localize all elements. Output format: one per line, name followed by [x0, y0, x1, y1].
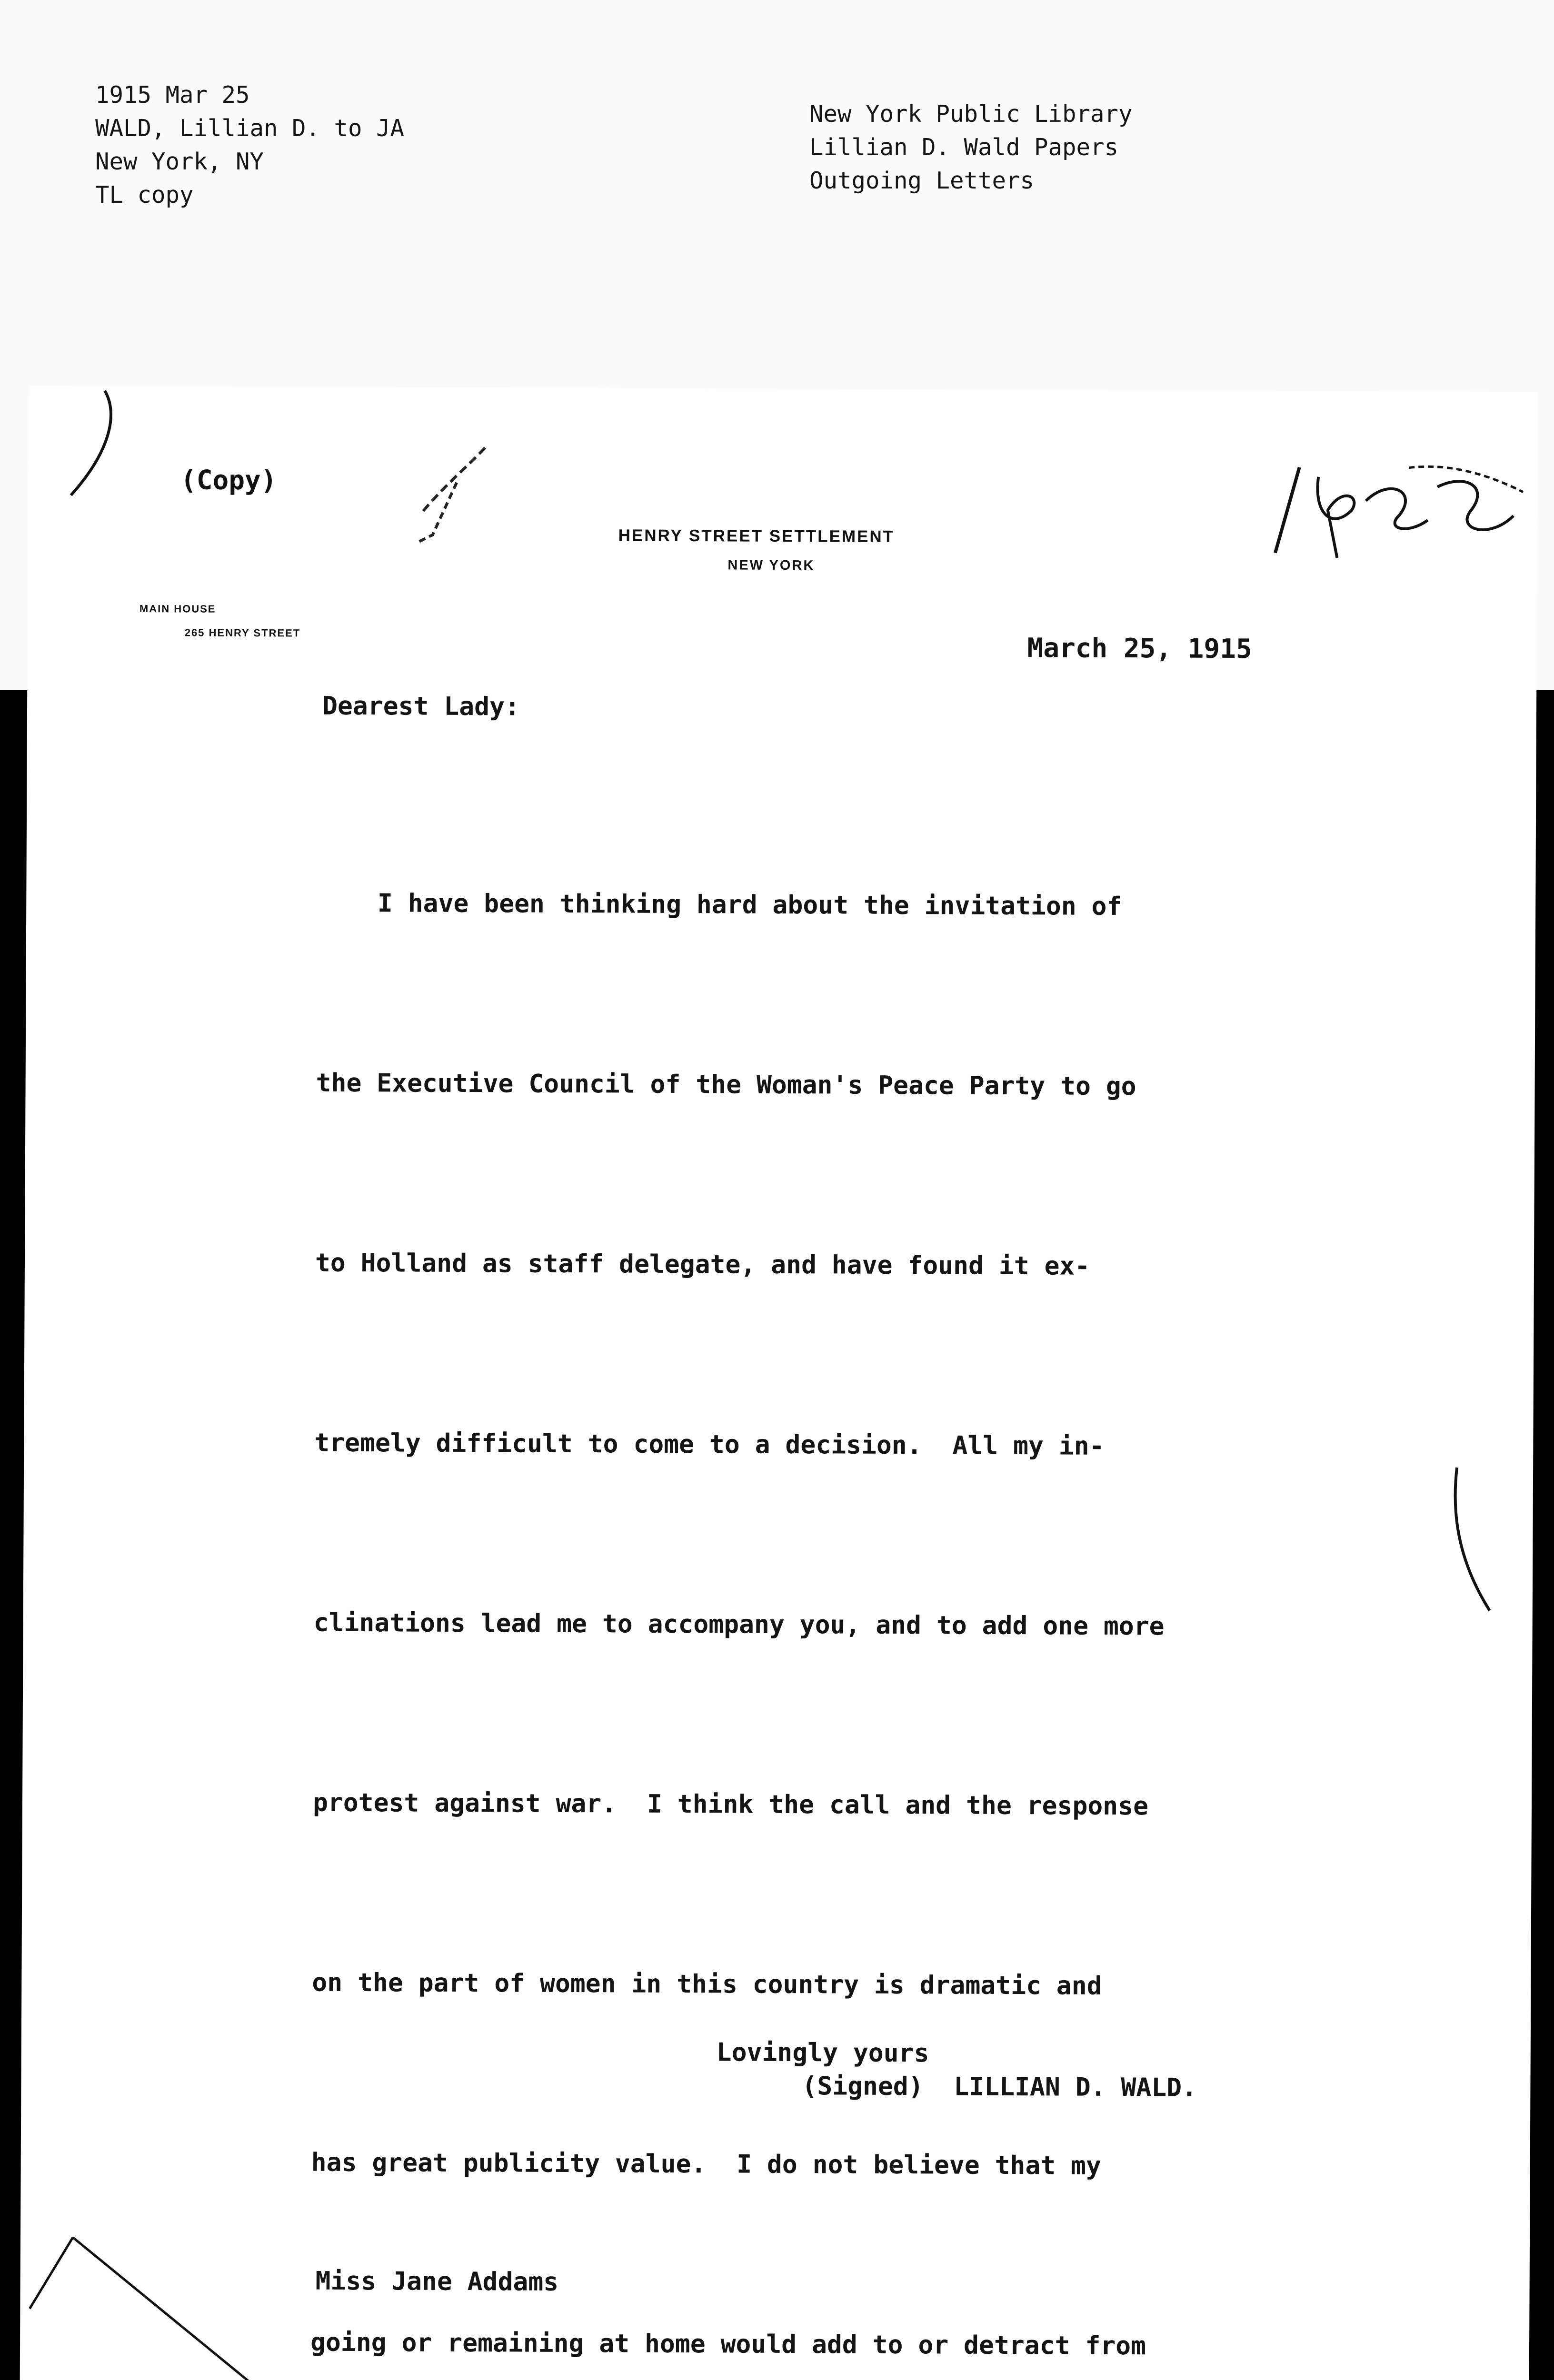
archive-place: New York, NY [95, 148, 264, 175]
pencil-corner-line [20, 2232, 259, 2380]
body-line: the Executive Council of the Woman's Peace Party to go [316, 1068, 1136, 1101]
closing: Lovingly yours [716, 2038, 929, 2068]
body-line: tremely difficult to come to a decision. All my in- [314, 1428, 1105, 1461]
archive-date: 1915 Mar 25 [95, 81, 250, 109]
archive-series: Outgoing Letters [809, 167, 1035, 194]
handwritten-number [1265, 457, 1533, 568]
archive-metadata-left [95, 79, 404, 212]
body-line: protest against war. I think the call and the response [312, 1788, 1149, 1821]
salutation: Dearest Lady: [322, 691, 520, 722]
body-line: on the part of women in this country is dramatic and [312, 1968, 1102, 2001]
letterhead-name: HENRY STREET SETTLEMENT [618, 526, 895, 546]
archive-format: TL copy [95, 181, 194, 208]
archive-metadata-right [809, 98, 1133, 198]
body-line: to Holland as staff delegate, and have found it ex- [315, 1248, 1090, 1281]
copy-mark: (Copy) [180, 465, 277, 496]
signature-line: (Signed) LILLIAN D. WALD. [802, 2072, 1197, 2102]
archive-repository: New York Public Library [809, 100, 1133, 128]
letterhead-city: NEW YORK [727, 557, 815, 574]
letterhead-address-label: MAIN HOUSE [139, 603, 216, 615]
letterhead-address-street: 265 HENRY STREET [184, 626, 301, 639]
archive-correspondents: WALD, Lillian D. to JA [95, 115, 405, 142]
archive-collection: Lillian D. Wald Papers [809, 134, 1119, 161]
body-line: has great publicity value. I do not believe that my [311, 2148, 1102, 2181]
body-line: I have been thinking hard about the invitation of [317, 888, 1122, 922]
pencil-left-bracket [38, 386, 133, 510]
addressee-block [313, 2120, 676, 2380]
body-line: clinations lead me to accompany you, and to add one more [313, 1608, 1165, 1641]
addressee-name: Miss Jane Addams [315, 2266, 559, 2297]
body-line: going or remaining at home would add to or detract from [310, 2328, 1146, 2361]
letter-page [20, 386, 1538, 2380]
letter-date: March 25, 1915 [1027, 633, 1252, 665]
pencil-right-bracket [1447, 1463, 1504, 1620]
pencil-check-mark [404, 439, 500, 549]
